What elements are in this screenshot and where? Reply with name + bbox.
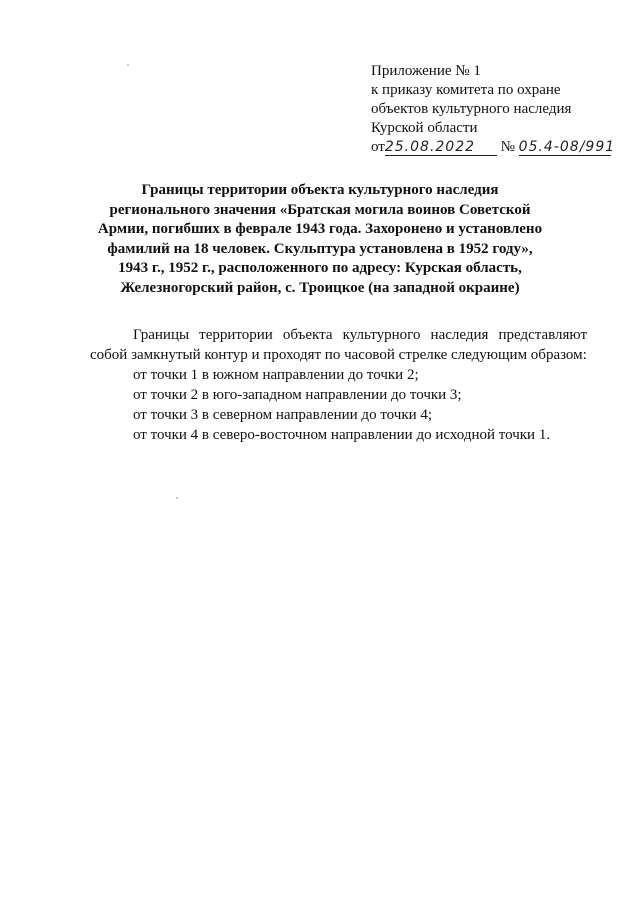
appendix-region-line: Курской области xyxy=(371,120,478,136)
boundary-item: от точки 3 в северном направлении до точки 4; xyxy=(133,407,433,423)
title-line: 1943 г., 1952 г., расположенного по адресу: Курская область, xyxy=(118,260,522,276)
appendix-header xyxy=(371,62,621,157)
appendix-date-number-line xyxy=(371,138,621,157)
intro-paragraph: Границы территории объекта культурного наследия представляют собой замкнутый контур и проходят по часовой стрелке следующим образом: xyxy=(90,327,587,363)
title-line: Армии, погибших в феврале 1943 года. Захоронено и установлено xyxy=(97,221,543,237)
boundary-item: от точки 4 в северо-восточном направлении до исходной точки 1. xyxy=(133,427,551,443)
boundary-item: от точки 2 в юго-западном направлении до точки 3; xyxy=(133,387,462,403)
title-line: Железногорский район, с. Троицкое (на западной окраине) xyxy=(120,279,520,296)
appendix-committee-line: объектов культурного наследия xyxy=(371,101,572,117)
scan-speck xyxy=(127,64,129,66)
date-prefix: от xyxy=(371,139,385,155)
document-title xyxy=(90,181,550,298)
boundary-item: от точки 1 в южном направлении до точки 2; xyxy=(133,367,419,383)
document-body xyxy=(90,325,587,445)
title-line: фамилий на 18 человек. Скульптура установлена в 1952 году», xyxy=(107,240,533,257)
title-line: Границы территории объекта культурного наследия xyxy=(141,182,499,198)
appendix-order-line: к приказу комитета по охране xyxy=(371,82,561,98)
appendix-title: Приложение № 1 xyxy=(371,63,481,79)
handwritten-date: 25.08.2022 xyxy=(385,140,497,156)
title-line: регионального значения «Братская могила воинов Советской xyxy=(109,201,531,218)
handwritten-number: 05.4-08/991 xyxy=(518,139,616,155)
number-prefix: № xyxy=(500,139,515,155)
scan-speck xyxy=(176,497,178,499)
